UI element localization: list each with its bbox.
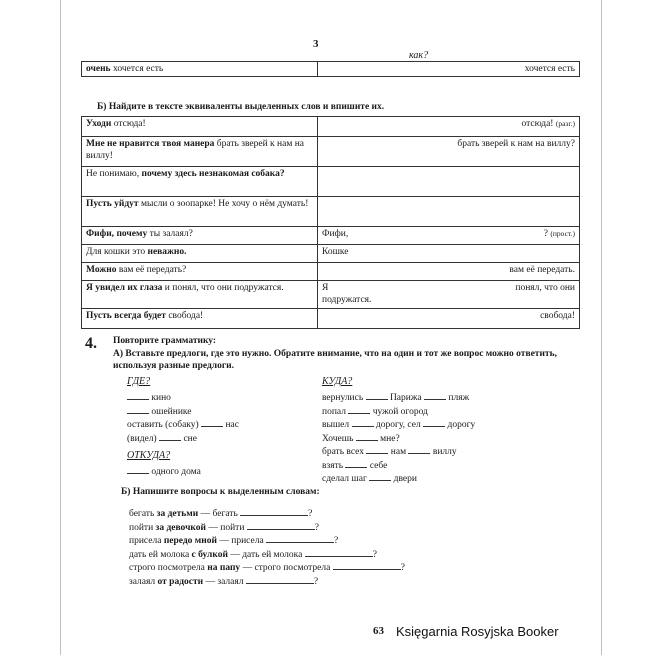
text-run: пляж [446, 393, 470, 403]
text-run: брать всех [322, 447, 367, 457]
text-run: Фифи, [86, 229, 117, 239]
how-label: как? [409, 50, 429, 61]
text-run: брать зверей к нам на виллу? [457, 139, 575, 149]
cell-prefix: Фифи, [322, 229, 349, 239]
answer-cell[interactable] [318, 117, 580, 137]
source-cell [82, 245, 318, 263]
equivalents-table [81, 116, 580, 329]
text-run: свобода! [540, 311, 575, 321]
preposition-blank[interactable] [424, 390, 446, 400]
text-run: Парижа [387, 393, 425, 403]
text-run: Мне не нравится твоя манера [86, 139, 215, 149]
text-run: свобода! [165, 311, 204, 321]
source-cell [82, 227, 318, 245]
text-run: ? [543, 229, 551, 239]
question-line [129, 547, 405, 561]
exercise-line [127, 431, 239, 445]
exercise-line [127, 404, 239, 418]
text-run: — залаял [203, 576, 246, 587]
preposition-blank[interactable] [127, 390, 149, 400]
answer-cell[interactable] [318, 245, 580, 263]
text-run: ? [314, 522, 319, 533]
text-run: почему здесь незнакомая собака? [141, 169, 285, 179]
question-line [129, 506, 405, 520]
preposition-blank[interactable] [201, 417, 223, 427]
text-run: Пусть уйдут [86, 199, 139, 209]
preposition-blank[interactable] [408, 444, 430, 454]
text-run: передо мной [163, 536, 217, 546]
question-blank[interactable] [247, 520, 315, 530]
text-run: двери [391, 474, 417, 484]
text-run: оставить (собаку) [127, 420, 202, 430]
exercise-line [127, 464, 201, 478]
text-run: ? [308, 509, 313, 519]
preposition-blank[interactable] [159, 431, 181, 441]
text-run: вернулись [322, 393, 366, 403]
text-run: вам её передать. [509, 265, 575, 275]
answer-cell[interactable] [318, 281, 580, 309]
to-column [322, 376, 475, 485]
text-run: отсюда! [111, 119, 146, 129]
question-line [129, 574, 405, 588]
exercise-line [322, 431, 475, 445]
answer-cell[interactable] [318, 309, 580, 329]
preposition-blank[interactable] [345, 458, 367, 468]
exercise-line [127, 390, 239, 404]
section-b2-title: Б) Напишите вопросы к выделенным словам: [121, 487, 320, 497]
from-column [127, 450, 201, 478]
text-run: (видел) [127, 433, 160, 444]
text-run: присела [129, 536, 164, 546]
text-run: залаял [129, 576, 158, 587]
where-column [127, 376, 239, 444]
text-run: ? [400, 563, 405, 573]
text-run: ? [334, 536, 339, 546]
text-run: почему [116, 229, 148, 239]
cell-prefix: Кошке [322, 247, 349, 257]
watermark: Księgarnia Rosyjska Booker [396, 624, 559, 639]
text-run: — пойти [206, 522, 247, 533]
table-row [82, 263, 580, 281]
exercise-line [322, 471, 475, 485]
text-run: нам [388, 447, 409, 457]
table-row [82, 227, 580, 245]
text-run: вам её передать? [116, 265, 187, 275]
text-run: на папу [207, 563, 241, 573]
section-4-number: 4. [85, 335, 97, 352]
text-run: сне [181, 433, 197, 444]
text-run: (прост.) [550, 229, 575, 238]
text-run: нас [223, 420, 239, 430]
question-blank[interactable] [240, 506, 308, 516]
text-run: ? [372, 549, 377, 560]
preposition-blank[interactable] [127, 404, 149, 414]
question-line [129, 520, 405, 534]
table-row [82, 137, 580, 167]
preposition-blank[interactable] [127, 464, 149, 474]
exercise-line [127, 417, 239, 431]
text-run: вышел [322, 420, 352, 430]
source-cell [82, 281, 318, 309]
table-row [82, 117, 580, 137]
text-run: дорогу [445, 420, 476, 430]
section-b1-title: Б) Найдите в тексте эквиваленты выделенных слов и впишите их. [97, 102, 385, 112]
answer-cell[interactable] [318, 227, 580, 245]
top-table-right: хочется есть [318, 62, 580, 77]
text-run: Уходи [86, 119, 112, 129]
preposition-blank[interactable] [356, 431, 378, 441]
page-marker: 3 [313, 38, 319, 50]
preposition-blank[interactable] [366, 390, 388, 400]
text-run: (разг.) [555, 119, 575, 128]
text-run: от радости [157, 576, 204, 587]
text-run: Пусть всегда будет [86, 311, 166, 321]
text-run: ты залаял? [147, 229, 193, 239]
answer-cell[interactable] [318, 263, 580, 281]
question-blank[interactable] [333, 560, 401, 570]
text-run: неважно. [147, 247, 187, 257]
workbook-page [60, 0, 602, 655]
text-run: — дать ей молока [227, 549, 305, 560]
text-run: Хочешь [322, 433, 356, 444]
table-row [82, 197, 580, 227]
text-run: с булкой [191, 549, 228, 560]
text-run: за девочкой [155, 522, 206, 533]
question-blank[interactable] [305, 547, 373, 557]
text-run: взять [322, 460, 346, 471]
top-table [81, 61, 580, 77]
answer-cell[interactable] [318, 197, 580, 227]
text-run: себе [367, 460, 388, 471]
text-run: понял, что они [515, 283, 575, 293]
question-line [129, 560, 405, 574]
to-label: КУДА? [322, 376, 353, 387]
text-run: за детьми [156, 509, 199, 519]
table-row [82, 245, 580, 263]
text-run: — строго посмотрела [240, 563, 333, 573]
exercise-line [322, 444, 475, 458]
question-blank[interactable] [266, 533, 334, 543]
from-label: ОТКУДА? [127, 450, 171, 461]
text-run: отсюда! [521, 119, 556, 129]
preposition-blank[interactable] [423, 417, 445, 427]
text-run: брать зверей к нам на виллу! [86, 139, 305, 161]
preposition-blank[interactable] [366, 444, 388, 454]
preposition-blank[interactable] [352, 417, 374, 427]
text-run: кино [149, 393, 171, 403]
text-run: пойти [129, 522, 156, 533]
text-run: Для кошки это [86, 247, 148, 257]
exercise-line [322, 458, 475, 472]
cell-continuation: подружатся. [322, 295, 372, 305]
source-cell [82, 137, 318, 167]
question-blank[interactable] [246, 574, 314, 584]
text-run: Я увидел их глаза [86, 283, 163, 293]
cell-prefix: Я [322, 283, 329, 293]
page-number: 63 [373, 625, 384, 637]
preposition-blank[interactable] [369, 471, 391, 481]
text-run: Можно [86, 265, 117, 275]
text-run: одного дома [149, 467, 201, 477]
exercise-line [322, 390, 475, 404]
table-row [82, 281, 580, 309]
source-cell [82, 309, 318, 329]
table-row [82, 167, 580, 197]
text-run: дать ей молока [129, 549, 192, 560]
text-run: чужой огород [370, 406, 428, 417]
source-cell [82, 263, 318, 281]
text-run: и понял, что они подружатся. [162, 283, 284, 293]
text-run: ошейнике [149, 406, 192, 417]
where-label: ГДЕ? [127, 376, 151, 387]
text-run: сделал шаг [322, 474, 370, 484]
text-run: — присела [216, 536, 267, 546]
text-run: попал [322, 406, 349, 417]
top-table-left: очень хочется есть [82, 62, 318, 77]
text-run: дорогу, сел [373, 420, 424, 430]
text-run: ? [313, 576, 319, 587]
table-row [82, 309, 580, 329]
text-run: Не понимаю, [86, 169, 142, 179]
text-run: строго посмотрела [129, 563, 208, 573]
text-run: — бегать [198, 509, 241, 519]
question-line [129, 533, 405, 547]
text-run: виллу [430, 447, 457, 457]
questions-list [129, 506, 405, 587]
exercise-line [322, 417, 475, 431]
source-cell [82, 117, 318, 137]
source-cell [82, 167, 318, 197]
answer-cell[interactable] [318, 167, 580, 197]
section-4-subtitle: А) Вставьте предлоги, где это нужно. Обратите внимание, что на один и тот же вопрос можно ответить, используя разные предлоги. [113, 349, 557, 371]
source-cell [82, 197, 318, 227]
answer-cell[interactable] [318, 137, 580, 167]
text-run: мысли о зоопарке! Не хочу о нём думать! [138, 199, 309, 209]
section-4-title: Повторите грамматику: [113, 336, 217, 346]
text-run: мне? [377, 433, 400, 444]
preposition-blank[interactable] [348, 404, 370, 414]
text-run: бегать [129, 509, 157, 519]
exercise-line [322, 404, 475, 418]
